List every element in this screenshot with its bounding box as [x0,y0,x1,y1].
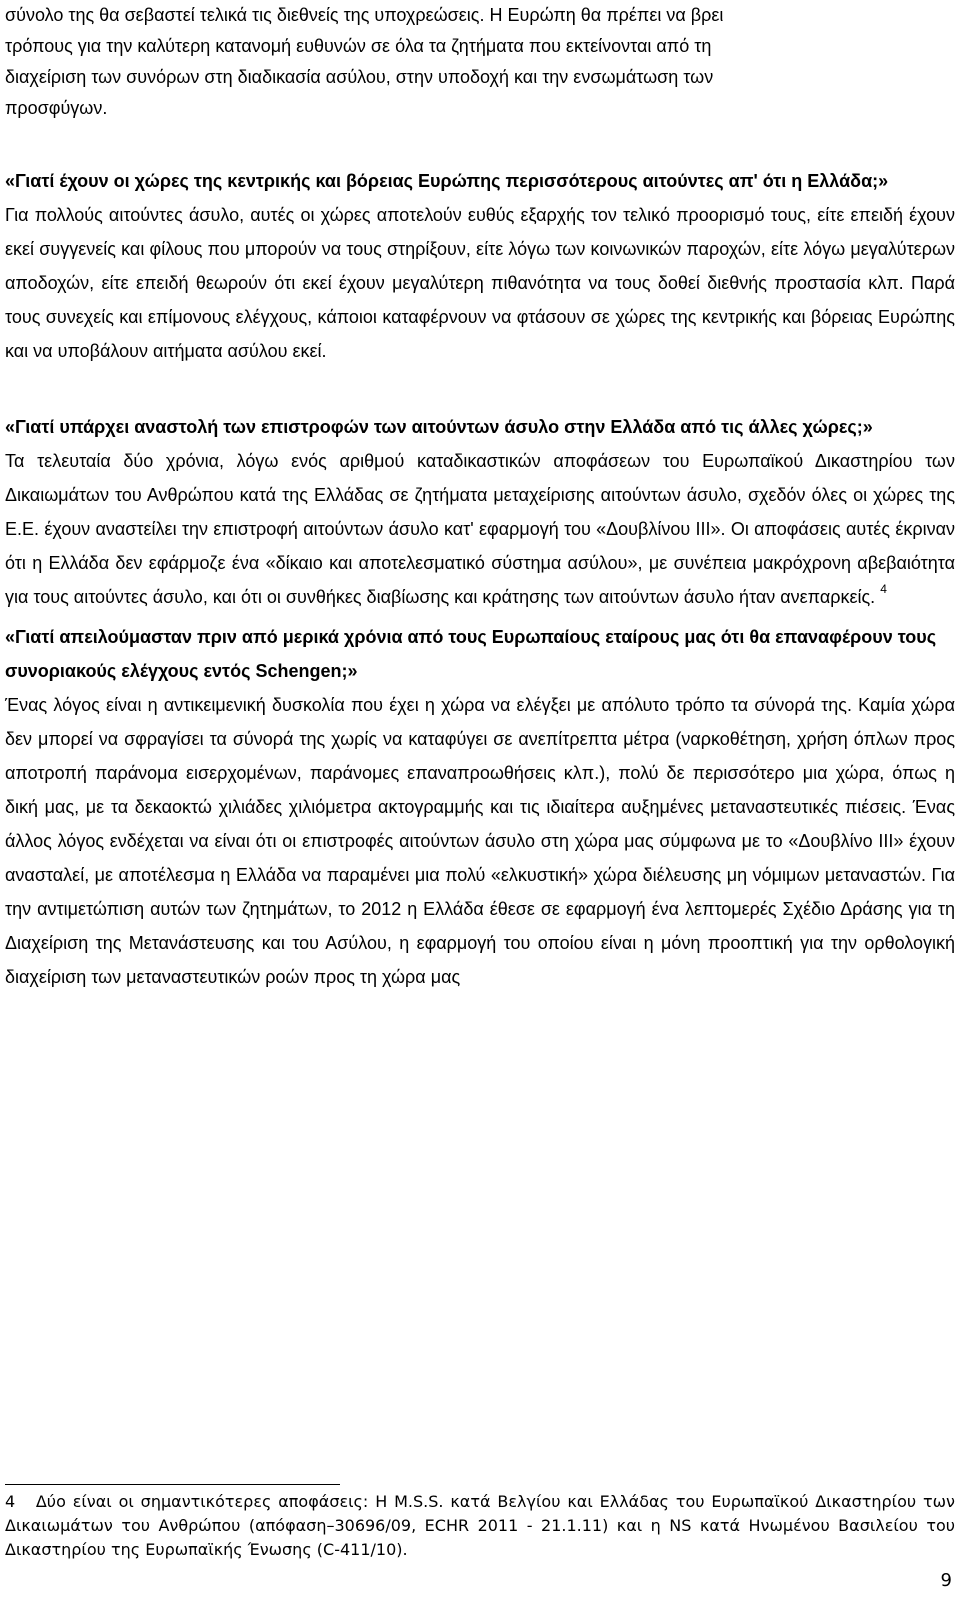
intro-line: διαχείριση των συνόρων στη διαδικασία ασύλου, στην υποδοχή και την ενσωμάτωση των [5,67,714,87]
footnote-text: Δύο είναι οι σημαντικότερες αποφάσεις: Η M.S.S. κατά Βελγίου και Ελλάδας του Ευρωπαϊκού Δικαστηρίου των Δικαιωμάτων του Ανθρώπου (απόφαση–30696/09, ECHR 2011 - 21.1.11) και η NS κατά Ηνωμένου Βασιλείου του Δικαστηρίου της Ευρωπαϊκής Ένωσης (C-411/10). [5,1492,955,1559]
section-heading: «Γιατί απειλούμασταν πριν από μερικά χρόνια από τους Ευρωπαίους εταίρους μας ότι θα επαναφέρουν τους συνοριακούς ελέγχους εντός Schengen;» [5,627,937,681]
section-2 [5,410,955,614]
footnote-reference[interactable]: 4 [880,582,887,596]
intro-line: σύνολο της θα σεβαστεί τελικά τις διεθνείς της υποχρεώσεις. Η Ευρώπη θα πρέπει να βρει [5,5,724,25]
section-body: Για πολλούς αιτούντες άσυλο, αυτές οι χώρες αποτελούν ευθύς εξαρχής τον τελικό προορισμό τους, είτε επειδή έχουν εκεί συγγενείς και φίλους που μπορούν να τους στηρίξουν, είτε λόγω των κοινωνικών παροχών, είτε λόγω μεγαλύτερων αποδοχών, είτε επειδή θεωρούν ότι εκεί έχουν μεγαλύτερη πιθανότητα να τους δοθεί διεθνής προστασία κλπ. Παρά τους συνεχείς και επίμονους ελέγχους, κάποιοι καταφέρνουν να φτάσουν σε χώρες της κεντρικής και βόρειας Ευρώπης και να υποβάλουν αιτήματα ασύλου εκεί. [5,205,955,361]
footnote-separator [5,1484,340,1485]
section-3 [5,620,955,994]
document-page [5,0,955,994]
section-1 [5,164,955,368]
section-body: Ένας λόγος είναι η αντικειμενική δυσκολία που έχει η χώρα να ελέγξει με απόλυτο τρόπο τα σύνορά της. Καμία χώρα δεν μπορεί να σφραγίσει τα σύνορά της χωρίς να καταφύγει σε ανεπίτρεπτα μέτρα (ναρκοθέτηση, χρήση όπλων προς αποτροπή παράνομα εισερχομένων, παράνομες επαναπροωθήσεις κλπ.), πολύ δε περισσότερο μια χώρα, όπως η δική μας, με τα δεκαοκτώ χιλιάδες χιλιόμετρα ακτογραμμής και τις ιδιαίτερα αυξημένες μεταναστευτικές πιέσεις. Ένας άλλος λόγος ενδέχεται να είναι ότι οι επιστροφές αιτούντων άσυλο στη χώρα μας σύμφωνα με το «Δουβλίνο ΙΙΙ» έχουν ανασταλεί, με αποτέλεσμα η Ελλάδα να παραμένει μια πολύ «ελκυστική» χώρα διέλευσης μη νόμιμων μεταναστών. Για την αντιμετώπιση αυτών των ζητημάτων, το 2012 η Ελλάδα έθεσε σε εφαρμογή ένα λεπτομερές Σχέδιο Δράσης για τη Διαχείριση της Μετανάστευσης και του Ασύλου, η εφαρμογή του οποίου είναι η μόνη προοπτική για την ορθολογική διαχείριση των μεταναστευτικών ροών προς τη χώρα μας [5,695,955,987]
footnote-number: 4 [5,1492,16,1511]
page-number: 9 [940,1570,952,1591]
intro-line: προσφύγων. [5,98,108,118]
intro-paragraph [5,0,955,124]
intro-line: τρόπους για την καλύτερη κατανομή ευθυνών σε όλα τα ζητήματα που εκτείνονται από τη [5,36,712,56]
footnote [5,1490,955,1562]
section-body-text: Τα τελευταία δύο χρόνια, λόγω ενός αριθμού καταδικαστικών αποφάσεων του Ευρωπαϊκού Δικαστηρίου των Δικαιωμάτων του Ανθρώπου κατά της Ελλάδας σε ζητήματα μεταχείρισης αιτούντων άσυλο, σχεδόν όλες οι χώρες της Ε.Ε. έχουν αναστείλει την επιστροφή αιτούντων άσυλο κατ' εφαρμογή του «Δουβλίνου ΙΙΙ». Οι αποφάσεις αυτές έκριναν ότι η Ελλάδα δεν εφάρμοζε ένα «δίκαιο και αποτελεσματικό σύστημα ασύλου», με συνέπεια μακρόχρονη αβεβαιότητα για τους αιτούντες άσυλο, και ότι οι συνθήκες διαβίωσης και κράτησης των αιτούντων άσυλο ήταν ανεπαρκείς. [5,451,955,607]
section-heading: «Γιατί υπάρχει αναστολή των επιστροφών των αιτούντων άσυλο στην Ελλάδα από τις άλλες χώρες;» [5,417,873,437]
section-body [5,444,955,614]
section-heading: «Γιατί έχουν οι χώρες της κεντρικής και βόρειας Ευρώπης περισσότερους αιτούντες απ' ότι η Ελλάδα;» [5,171,889,191]
